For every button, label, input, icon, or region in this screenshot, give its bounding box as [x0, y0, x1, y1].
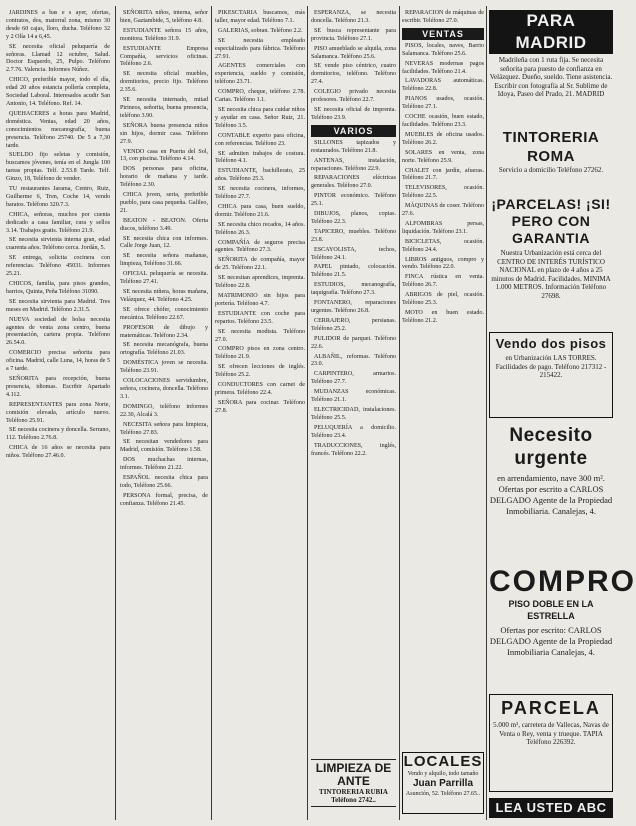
classified-ad: SILLONES tapizados y restaurados. Teléfono 21.8.: [311, 139, 396, 154]
classified-ad: SE necesita oficial muebles, dormitorios, precio fijo. Teléfono 2.35.6.: [120, 71, 208, 94]
classified-ad: ESTUDIANTE con coche para repartos. Teléfono 23.5.: [215, 310, 305, 325]
classified-ad: SE necesitan vendedores para Madrid, comisión. Teléfono 1.58.: [120, 439, 208, 454]
locales-address: Asunción, 52. Teléfono 27.65..: [405, 791, 481, 797]
classified-ad: TELEVISORES, ocasión. Teléfono 22.5.: [402, 185, 484, 200]
classified-ad: SE necesita niñera, horas mañana, Velázquez, 44. Teléfono 4.25.: [120, 289, 208, 303]
classified-ad: SE necesitan aprendices, imprenta. Teléfono 22.8.: [215, 275, 305, 290]
classified-ad: DIBUJOS, planos, copias. Teléfono 22.3.: [311, 211, 396, 225]
classified-ad: SEÑORA para cocinar. Teléfono 27.8.: [215, 399, 305, 414]
column-rule: [399, 6, 400, 820]
classified-ad: TU restaurantes Jarama, Centro, Ruiz, Guilherme 6, Tren, Coche 14, vendo baratos. Teléfono 320.7.3.: [6, 186, 110, 208]
column-5: [402, 10, 484, 816]
locales-title: LOCALES: [403, 753, 483, 770]
classified-ad: COLOCACIONES servidumbre, señora, cocinera, doncella. Teléfono 3.1.: [120, 378, 208, 400]
column-4-bottom: [311, 140, 396, 459]
tintoreria-roma-body: Servicio a domicilio Teléfono 27262.: [498, 166, 604, 174]
column-5-top: [402, 10, 484, 26]
classified-ad: CHALET con jardín, afueras. Teléfono 21.7.: [402, 167, 484, 182]
classified-ad: COLEGIO privado necesita profesores. Teléfono 22.7.: [311, 89, 396, 104]
classified-ad: LAVADORAS automáticas. Teléfono 22.8.: [402, 78, 484, 93]
classified-ad: JARDINES a bas e s ayer, ofertas, contratos, dos, matorral zona, mismo 30 desde 60 cajas, lloro, ducha. Teléfono 32 y 2 Olía 14 a 6,45.: [6, 10, 110, 40]
classified-ad: DOMINGO, teléfono informes 22.30, Alcalá 3.: [120, 403, 208, 418]
classified-ad: PINTOR económico. Teléfono 25.1.: [311, 193, 396, 208]
classified-ad: SE entrega, solicita cocinera con referencias. Teléfono 45031. Informes 25.21.: [6, 255, 110, 278]
classified-ad: NECESITA señora para limpieza, Teléfono 27.83.: [120, 421, 208, 436]
column-5-list: [402, 43, 484, 326]
classified-ad: MOTO en buen estado. Teléfono 21.2.: [402, 310, 484, 324]
classified-ad: AGENTES comerciales con experiencia, sueldo y comisión, teléfono 23.71.: [215, 63, 305, 86]
classified-ad: NUEVA sociedad de bolsa necesita agentes de venta zona centro, buena presentación, cartera propia. Teléfono 26.54.0.: [6, 316, 110, 347]
ventas-header: VENTAS: [402, 28, 484, 40]
classified-ad: COMERCIO precisa señorita para oficina. Madrid, calle Luna, 14, horas de 5 a 7 tarde.: [6, 350, 110, 373]
column-4: [311, 10, 396, 816]
column-4-top: [311, 10, 396, 123]
classified-ad: SE necesita sirvienta para Madrid. Tres meses en Madrid. Teléfono 2.31.5.: [6, 298, 110, 313]
classified-ad: ESCAYOLISTA, techos, Teléfono 24.1.: [311, 246, 396, 261]
classified-ad: NEVERAS modernas pagos facilidades. Teléfono 21.4.: [402, 60, 484, 75]
necesito-urgente-ad: [489, 424, 613, 560]
classified-ad: CONTABLE experto para oficina, con referencias. Teléfono 23.: [215, 132, 305, 147]
classified-ad: ESTUDIANTE Empresa Compañía, servicios oficinas. Teléfono 2.6.: [120, 45, 208, 68]
classified-ad: SE necesita empleado especializado para fábrica. Teléfono 27.91.: [215, 37, 305, 60]
classified-ad: ALBAÑIL, reformas. Teléfono 23.0.: [311, 353, 396, 368]
parcelas-ad: [489, 196, 613, 324]
lea-usted-abc-ad: [489, 798, 613, 818]
classified-ad: PELUQUERÍA a domicilio. Teléfono 23.4.: [311, 424, 396, 439]
classified-ad: SE busca representante para provincia. Teléfono 27.1.: [311, 27, 396, 42]
classified-ad: CHICA de 16 años se necesita para niños. Teléfono 27.46.0.: [6, 445, 110, 460]
classified-ad: DOMÉSTICA joven se necesita. Teléfono 23.91.: [120, 360, 208, 375]
classified-ad: SEÑORITA de compañía, mayor de 25. Teléfono 22.1.: [215, 257, 305, 272]
classified-ad: SE necesita chico recados, 14 años. Teléfono 26.3.: [215, 221, 305, 236]
column-1: [6, 10, 110, 816]
classified-ad: GALERIAS, sobran. Teléfono 2.2.: [218, 27, 303, 34]
parcela-body: 5.000 m², carretera de Vallecas, Navas de Venta o Rey, venta y trueque. TAPIA Teléfono 226392.: [493, 721, 609, 746]
classified-ad: QUEHACERES a horas para Madrid, doméstica. Ventas, edad 20 años, conocimientos mecanografía, buena presencia. Teléfono 25740. De 5 a 7,30 tarde.: [6, 110, 110, 149]
classified-ad: CHICA, señoras, muchos por cuenta dedicado a casa familiar, cura y sellos 3.14. Trabajos gratis. Teléfono 21.9.: [6, 211, 110, 234]
compro-subtitle: PISO DOBLE EN LA ESTRELLA: [508, 599, 594, 621]
limpieza-ante-ad: [311, 759, 396, 807]
classified-ad: SE necesita cocinera, informes, Teléfono 27.7.: [215, 186, 305, 201]
classified-ad: PAPEL pintado, colocación. Teléfono 21.5.: [311, 264, 396, 279]
column-3: [215, 10, 305, 816]
classified-ad: SE necesita cocinera y doncella. Serrano, 112. Teléfono 2.76.8.: [6, 427, 110, 442]
column-rule: [211, 6, 212, 820]
classified-ad: SE necesita internado, mitad Pirineos, señorita, buena presencia, teléfono 3.90.: [120, 97, 208, 119]
para-madrid-title: PARA MADRID: [489, 10, 613, 54]
classified-ad: SE vende piso céntrico, cuatro dormitorios, teléfono. Teléfono 27.4.: [311, 63, 396, 86]
classified-ad: BEATON - BEATON. Oferta discos, teléfono 3.49.: [120, 217, 208, 232]
classified-ad: CHICA joven, seria, preferible pueblo, para casa pequeña. Galileo, 21.: [120, 192, 208, 214]
column-rule: [486, 6, 487, 820]
classified-ad: MUEBLES de oficina usados. Teléfono 26.2.: [402, 131, 484, 146]
classified-ad: MUDANZAS económicas. Teléfono 21.1.: [311, 389, 396, 404]
classified-ad: CARPINTERO, armarios. Teléfono 27.7.: [311, 371, 396, 386]
classified-ad: ANTENAS, instalación, reparaciones. Teléfono 22.9.: [311, 157, 396, 172]
compro-ad: [489, 565, 636, 688]
classified-ad: ESTUDIANTE, bachillerato, 25 años. Teléfono 25.3.: [215, 168, 305, 183]
classified-ad: PISO amueblado se alquila, zona Salamanca. Teléfono 25.6.: [311, 45, 396, 60]
classified-ad: SE admiten trabajos de costura. Teléfono 4.1.: [215, 150, 305, 165]
classified-ad: SEÑORA buena presencia niños sin hijos, dormir casa. Teléfono 27.9.: [120, 122, 208, 145]
classified-ad: COMPAÑÍA de seguros precisa agentes. Teléfono 27.3.: [215, 239, 305, 254]
classified-ad: MÁQUINAS de coser. Teléfono 27.6.: [402, 203, 484, 218]
classified-ad: SEÑORITA niños, interna, señor bien, Gaztambide, 5, teléfono 4.8.: [120, 10, 208, 24]
classified-ad: ELECTRICIDAD, instalaciones. Teléfono 25.5.: [311, 406, 396, 421]
classified-ad: ESTUDIANTE señora 15 años, monitora. Teléfono 31.9.: [120, 27, 208, 42]
classified-ad: COMPRO pisos en zona centro. Teléfono 21.9.: [215, 346, 305, 361]
column-rule: [307, 6, 308, 820]
tintoreria-roma-title: TINTORERIA ROMA: [502, 129, 600, 165]
classified-ad: CHICO, preferible mayor, todo el día, edad 20 años estancia pollería completa, Sociedad Laboral. Interesados acudir San Antonio, 14. Teléfono. Ref. 14.: [6, 77, 110, 107]
parcela-ad: [489, 694, 613, 792]
classified-ad: SUELDO fijo seletas y comisión, buscamos jóvenes, tenía en el Jungla 100 tareas propias. Telf. 2.53.8 Tarde. Telf. Ginzo, 18, Teléfono de vender.: [6, 152, 110, 183]
lea-usted-abc-title: LEA USTED ABC: [495, 800, 607, 815]
classified-ad: REPARACIONES eléctricas generales. Teléfono 27.0.: [311, 175, 396, 190]
classified-ad: PERSONA formal, precisa, de confianza. Teléfono 21.45.: [120, 492, 208, 507]
tintoreria-roma-ad: [489, 128, 613, 184]
column-2: [120, 10, 208, 816]
varios-header: VARIOS: [311, 125, 396, 137]
classified-ad: DOS muchachas internas, informes. Teléfono 21.22.: [120, 457, 208, 472]
classified-ad: PIKESCTARIA buscamos, más taller, mayor edad. Teléfono 7.1.: [215, 10, 305, 24]
classified-ad: ESPERANZA, se necesita doncella. Teléfono 21.3.: [311, 10, 396, 24]
classified-ad: BICICLETAS, ocasión. Teléfono 24.4.: [402, 238, 484, 253]
classified-ad: COCHE ocasión, buen estado, facilidades. Teléfono 23.3.: [402, 114, 484, 128]
classified-ad: SOLARES en venta, zona norte. Teléfono 25.9.: [402, 149, 484, 164]
classified-ad: CHICOS, familia, para pisos grandes, barrios, Quinta, Peña Teléfono 31090.: [6, 281, 110, 295]
classified-ad: FONTANERO, reparaciones urgentes. Teléfono 26.8.: [311, 300, 396, 314]
necesito-urgente-body: en arrendamiento, nave 300 m². Ofertas por escrito a CARLOS DELGADO Agente de la Propiedad Inmobiliaria. Canalejas, 4.: [489, 473, 613, 516]
classified-ad: SE necesita oficial de imprenta. Teléfono 23.9.: [311, 106, 396, 121]
classified-ad: CHICA para casa, buen sueldo, dormir. Teléfono 21.6.: [215, 203, 305, 218]
classified-ad: ABRIGOS de piel, ocasión. Teléfono 25.3.: [402, 292, 484, 307]
classified-ad: PISOS, locales, naves, Barrio Salamanca. Teléfono 25.6.: [402, 42, 484, 57]
classified-ad: SE necesita señora mañanas, limpieza, Teléfono 31.66.: [120, 253, 208, 268]
classified-ad: ESPAÑOL necesita chica para todo, Teléfono 25.66.: [120, 475, 208, 489]
classified-ad: TAPICERO, muebles. Teléfono 23.8.: [311, 228, 396, 243]
classified-ad: SE necesita mecanógrafa, buena ortografía. Teléfono 21.03.: [120, 342, 208, 357]
limpieza-ante-title: LIMPIEZA DE ANTE: [315, 761, 392, 788]
classified-ad: CONDUCTORES con carnet de primera. Teléfono 22.4.: [215, 382, 305, 396]
classified-ad: SE ofrecen lecciones de inglés. Teléfono 25.2.: [215, 364, 305, 379]
parcela-title: PARCELA: [501, 698, 601, 718]
classified-ad: SE necesita modista. Teléfono 27.0.: [215, 328, 305, 343]
classified-ad: SE necesita chica con informes. Calle Jorge Juan, 12.: [120, 235, 208, 250]
locales-body: Vendo y alquilo, todo tamaño: [407, 771, 479, 777]
classified-ad: SE necesita chica para cuidar niños y ayudar en casa. Señor Ruiz, 21. Teléfono 3.5.: [215, 106, 305, 129]
classified-ad: OFICIAL peluquería se necesita. Teléfono 27.41.: [120, 271, 208, 286]
parcelas-title: ¡PARCELAS! ¡SI! PERO CON GARANTIA: [491, 196, 611, 246]
classified-ad: FINCA rústica en venta. Teléfono 26.7.: [402, 274, 484, 289]
classified-ad: PIANOS usados, ocasión. Teléfono 27.1.: [402, 96, 484, 111]
parcelas-body: Nuestra Urbanización está cerca del CENTRO DE INTERÉS TURÍSTICO NACIONAL en plazo de 4 años a 25 minutos de Madrid. Facilidades. MINIMA 1.000 METROS. Información Teléfono 27698.: [491, 249, 611, 300]
column-rule: [115, 6, 116, 820]
classified-ad: SEÑORITA para recepción, buena presencia, idiomas. Escribir Apartado 4.112.: [6, 375, 110, 398]
locales-name: Juan Parrilla: [412, 778, 474, 789]
classified-ad: SE necesita oficial peluquería de señoras. Llamad 12 octubre, Salud. Doctor Esquerdo, 25, Pulpo. Teléfono 2.7.76. Valencia. Informes Núñez.: [6, 43, 110, 74]
classified-ad: ESTUDIOS, mecanografía, taquigrafía. Teléfono 27.3.: [311, 282, 396, 297]
necesito-urgente-title: Necesito urgente: [509, 425, 593, 469]
compro-title: COMPRO: [489, 565, 636, 598]
compro-body: Ofertas por escrito: CARLOS DELGADO Agente de la Propiedad Inmobiliaria Canalejas, 4.: [489, 625, 613, 657]
limpieza-ante-sub: TINTORERIA RUBIA Teléfono 2742..: [319, 788, 388, 804]
classified-ad: REPRESENTANTES para zona Norte, comisión elevada, artículo nuevo. Teléfono 25.91.: [6, 401, 110, 424]
classified-ad: ALFOMBRAS persas, liquidación. Teléfono 23.1.: [402, 220, 484, 235]
classified-ad: TRADUCCIONES, inglés, francés. Teléfono 22.2.: [311, 442, 396, 457]
classified-ad: LIBROS antiguos, compro y vendo. Teléfono 22.0.: [402, 256, 484, 271]
classified-ad: CERRAJERO, persianas. Teléfono 25.2.: [311, 317, 396, 332]
vendo-pisos-body: en Urbanización LAS TORRES. Facilidades de pago. Teléfono 217312 - 215422.: [495, 354, 607, 379]
classified-ad: SE necesita sirvienta interna gran, edad cuarenta años. Teléfono cerca. Jordán, 5.: [6, 237, 110, 252]
locales-ad: [402, 752, 484, 814]
classified-ad: SE ofrece chófer, conocimiento mecánica. Teléfono 22.67.: [120, 306, 208, 321]
classified-ad: REPARACION de máquinas de escribir. Teléfono 27.0.: [402, 10, 484, 24]
para-madrid-ad: [489, 10, 613, 122]
classified-ad: COMPRO, cheque, teléfono 2.78. Cartas. Teléfono 1.1.: [215, 89, 305, 104]
classified-ad: PROFESOR de dibujo y matemáticas. Teléfono 2.34.: [120, 324, 208, 339]
classified-ad: MATRIMONIO sin hijos para portería. Teléfono 4.7.: [215, 293, 305, 307]
classified-ad: VENDO casa en Puerta del Sol, 13, con piscina. Teléfono 4.14.: [120, 148, 208, 163]
para-madrid-body: Madrileña con 1 ruta fija. Se necesita señorita para puesto de confianza en Velázquez. Dueño, sueldo. Tiene asistencia. Escribir con fotografía al Sr. Sublime de Idoya, Paseo del Prado, 21. MADRID: [489, 56, 613, 98]
classified-ad: DOS personas para oficina, horario de mañana y tarde. Teléfono 2.30.: [120, 166, 208, 189]
vendo-pisos-ad: [489, 332, 613, 418]
vendo-pisos-title: Vendo dos pisos: [495, 336, 607, 351]
classified-ad: PULIDOR de parquet. Teléfono 22.6.: [311, 335, 396, 350]
